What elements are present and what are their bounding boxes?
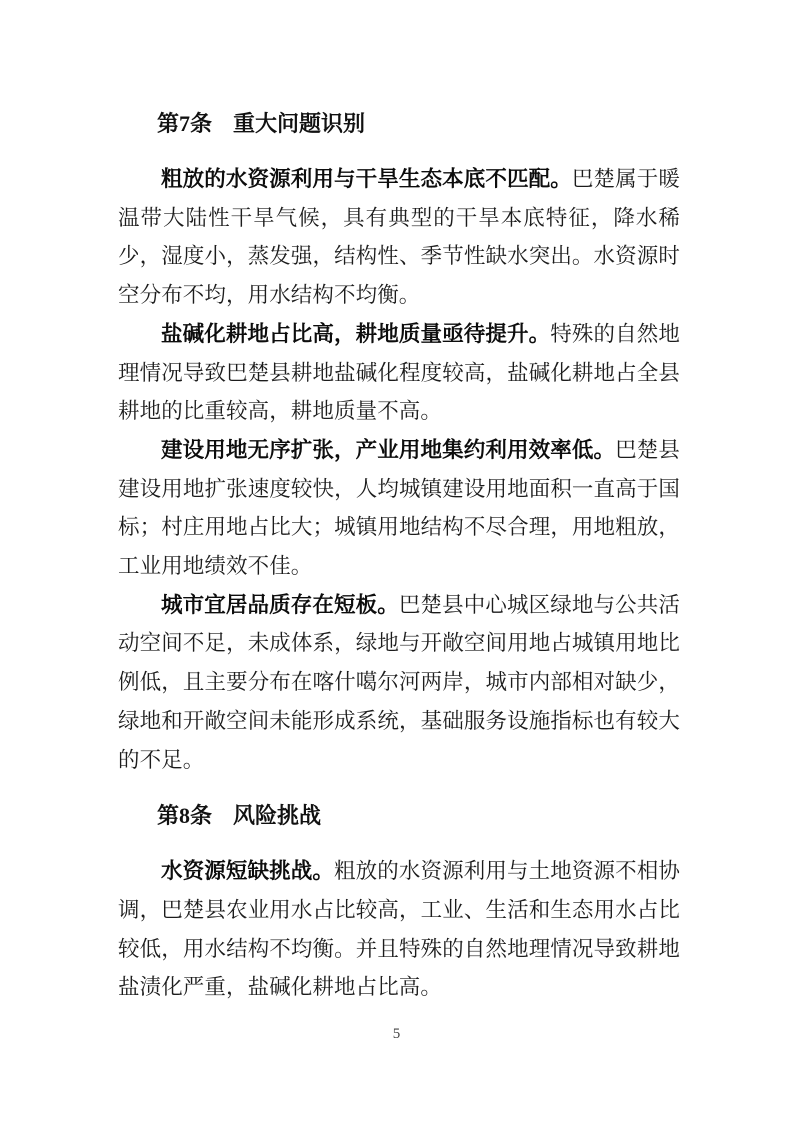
paragraph-text: 巴楚县中心城区绿地与公共活动空间不足，未成体系，绿地与开敞空间用地占城镇用地比例低，且主要分布在喀什噶尔河两岸，城市内部相对缺少，绿地和开敞空间未能形成系统，基础服务设施指标也有较大的不足。 — [118, 592, 680, 772]
paragraph-lead: 城市宜居品质存在短板。 — [161, 592, 399, 617]
paragraph-lead: 盐碱化耕地占比高，耕地质量亟待提升。 — [161, 321, 551, 346]
section-label: 第8条 — [157, 803, 213, 829]
document-content — [118, 104, 680, 1007]
paragraph-text: 巴楚属于暖温带大陆性干旱气候，具有典型的干旱本底特征，降水稀少，湿度小，蒸发强，结构性、季节性缺水突出。水资源时空分布不均，用水结构不均衡。 — [118, 167, 680, 308]
section-title: 重大问题识别 — [233, 111, 366, 136]
paragraph — [118, 852, 680, 1007]
paragraph-text: 特殊的自然地理情况导致巴楚县耕地盐碱化程度较高，盐碱化耕地占全县耕地的比重较高，耕地质量不高。 — [118, 321, 680, 424]
paragraph-text: 巴楚县建设用地扩张速度较快，人均城镇建设用地面积一直高于国标；村庄用地占比大；城镇用地结构不尽合理，用地粗放，工业用地绩效不佳。 — [118, 437, 680, 579]
page-number: 5 — [392, 1026, 401, 1042]
paragraph — [118, 431, 680, 586]
paragraph-lead: 粗放的水资源利用与干旱生态本底不匹配。 — [161, 167, 572, 191]
section-heading-7 — [118, 104, 680, 143]
section-heading-8 — [118, 796, 680, 835]
section-label: 第7条 — [157, 111, 213, 136]
section-title: 风险挑战 — [233, 803, 322, 829]
paragraph — [118, 315, 680, 431]
paragraph — [118, 160, 680, 315]
paragraph-text: 粗放的水资源利用与土地资源不相协调，巴楚县农业用水占比较高，工业、生活和生态用水占比较低，用水结构不均衡。并且特殊的自然地理情况导致耕地盐渍化严重，盐碱化耕地占比高。 — [118, 859, 680, 1000]
paragraph-lead: 水资源短缺挑战。 — [161, 859, 335, 884]
paragraph — [118, 586, 680, 780]
paragraph-lead: 建设用地无序扩张，产业用地集约利用效率低。 — [161, 437, 616, 462]
